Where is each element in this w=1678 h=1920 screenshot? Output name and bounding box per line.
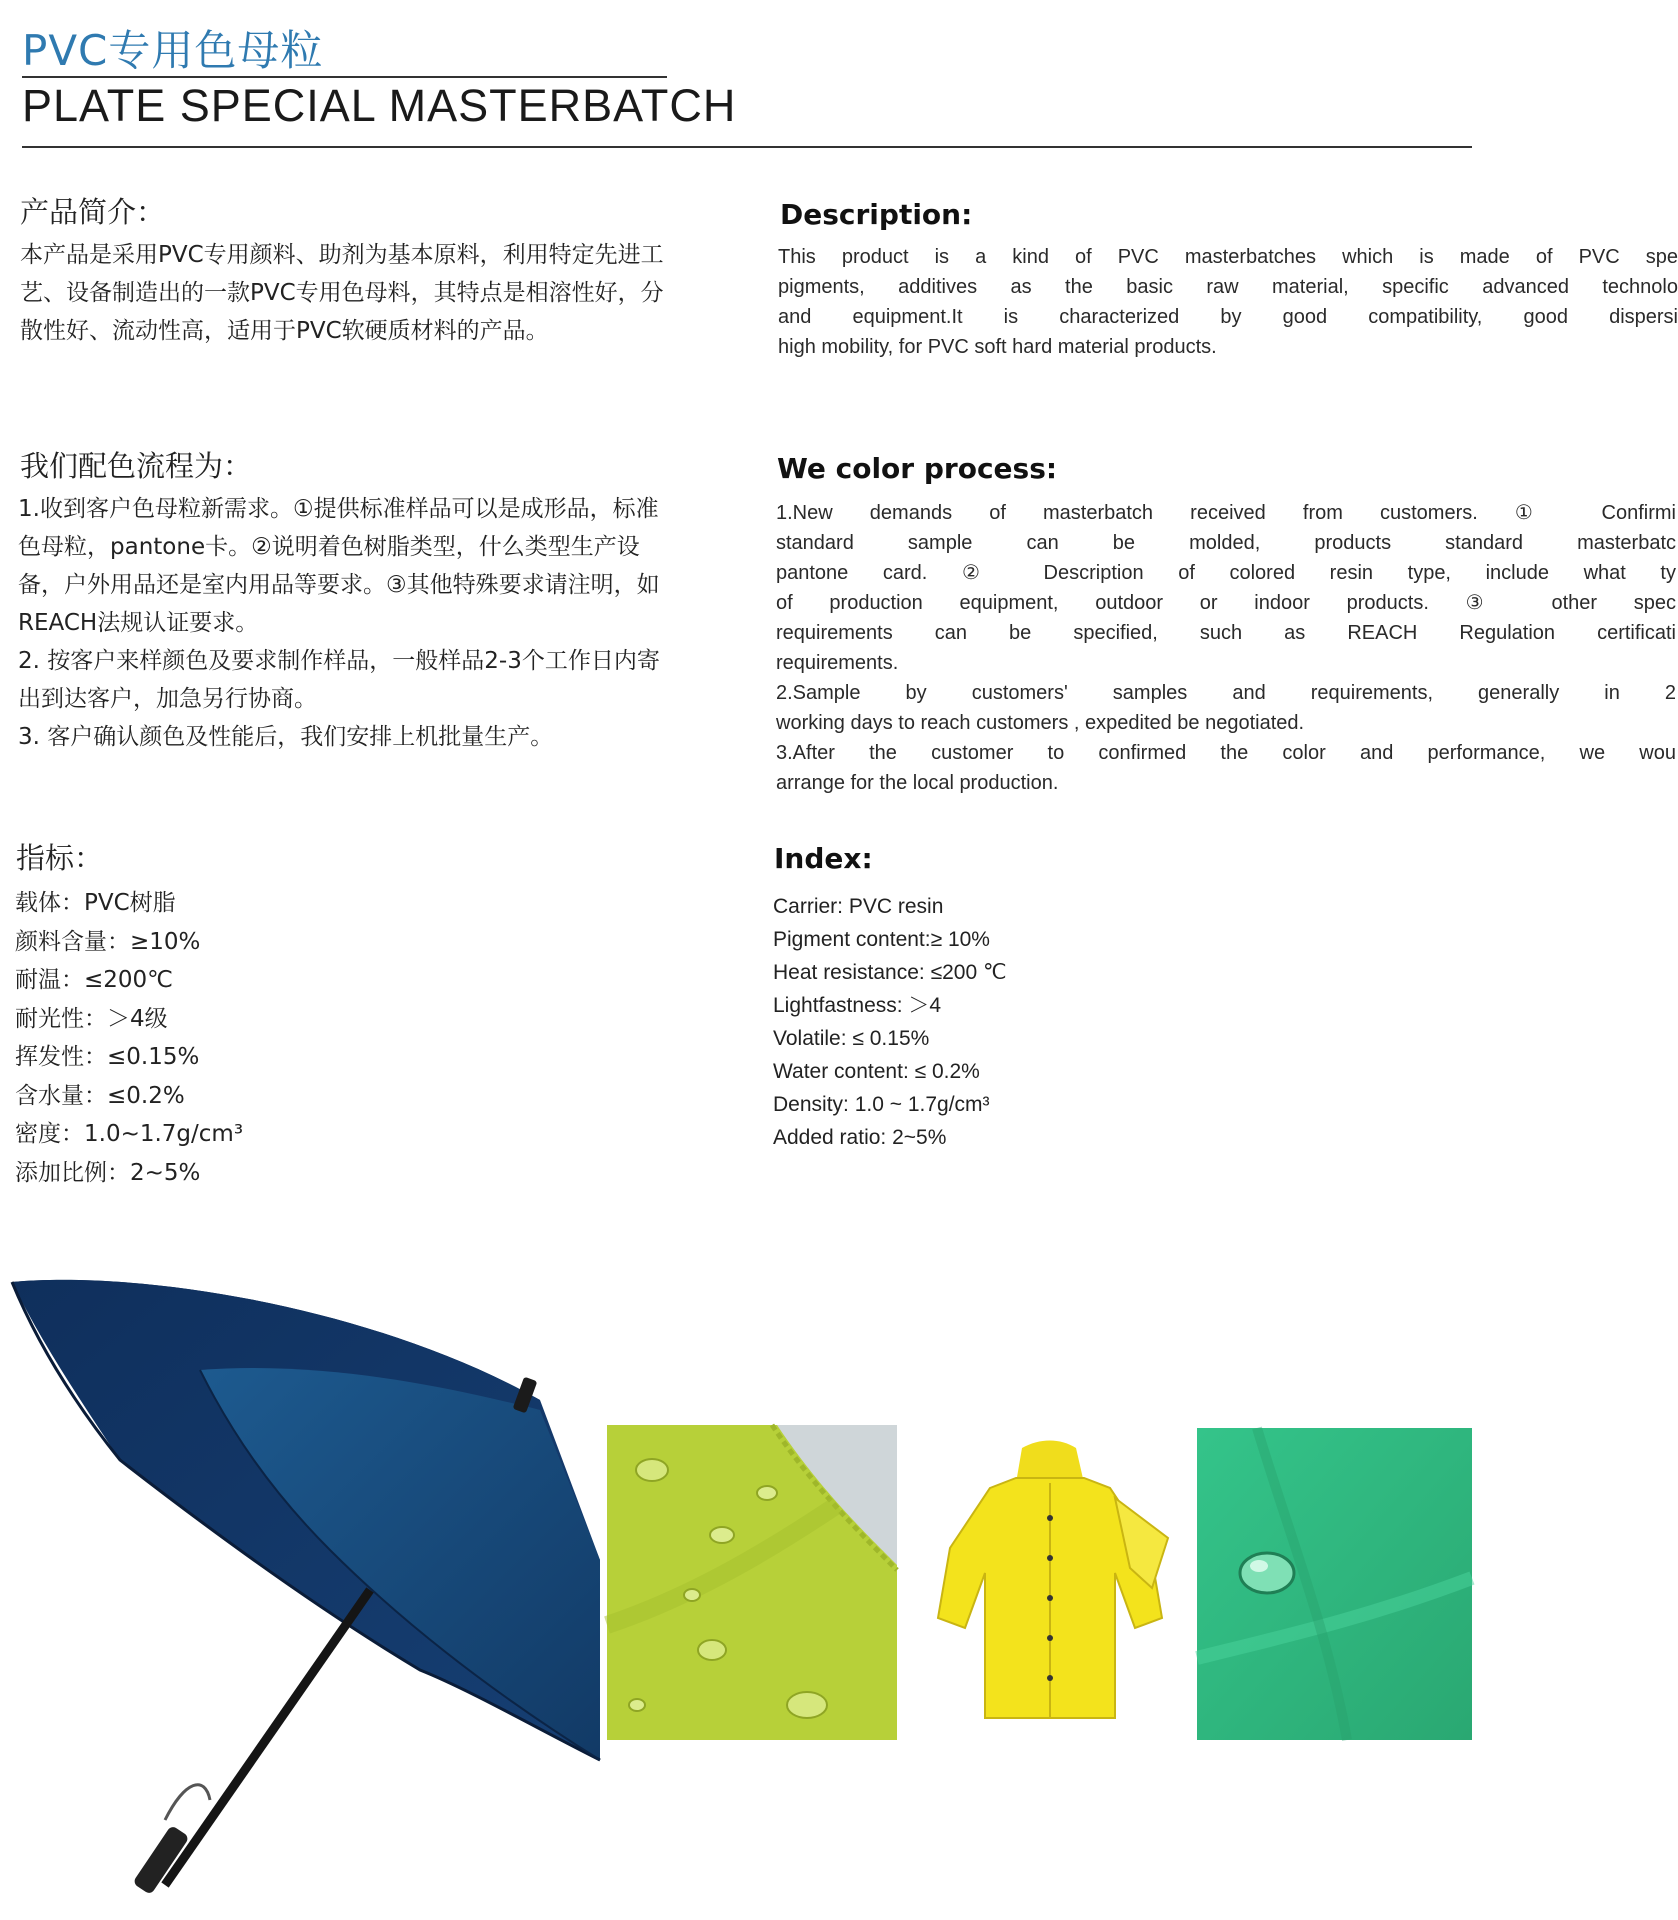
index-item-en: Water content: ≤ 0.2%	[773, 1060, 980, 1083]
intro-text-en	[778, 242, 1678, 362]
umbrella-image	[0, 1260, 605, 1900]
index-item-en: Pigment content:≥ 10%	[773, 928, 990, 951]
index-item-en: Heat resistance: ≤200 ℃	[773, 961, 1007, 984]
process-line-en: 2.Sample by customers' samples and requirements, generally in 2	[776, 682, 1676, 704]
process-line-en: working days to reach customers , expedited be negotiated.	[776, 712, 1305, 734]
index-heading-cn: 指标：	[16, 841, 104, 875]
index-item-cn: 含水量：≤0.2%	[15, 1082, 185, 1109]
green-fabric-image	[1197, 1428, 1472, 1740]
index-list-en	[773, 890, 1007, 1154]
page-title-cn: PVC专用色母粒	[22, 26, 324, 75]
process-line-en: 1.New demands of masterbatch received from customers. ① Confirmi	[776, 502, 1676, 524]
intro-heading-cn: 产品简介：	[20, 195, 166, 229]
intro-line-en: This product is a kind of PVC masterbatches which is made of PVC spe	[778, 246, 1678, 268]
process-line-cn: 出到达客户，加急另行协商。	[18, 686, 317, 712]
index-item-en: Lightfastness: ＞4	[773, 994, 942, 1017]
index-item-cn: 载体：PVC树脂	[15, 890, 176, 916]
intro-line-en: high mobility, for PVC soft hard material products.	[778, 336, 1217, 358]
index-item-cn: 密度：1.0~1.7g/cm³	[15, 1121, 244, 1147]
raincoat-image	[930, 1438, 1170, 1728]
index-item-en: Density: 1.0 ~ 1.7g/cm³	[773, 1093, 990, 1116]
process-line-cn: 2. 按客户来样颜色及要求制作样品，一般样品2-3个工作日内寄	[18, 648, 660, 674]
page-title-en: PLATE SPECIAL MASTERBATCH	[22, 80, 737, 131]
intro-line-cn: 艺、设备制造出的一款PVC专用色母料，其特点是相溶性好，分	[20, 280, 664, 306]
index-item-en: Added ratio: 2~5%	[773, 1126, 947, 1149]
intro-line-cn: 本产品是采用PVC专用颜料、助剂为基本原料，利用特定先进工	[20, 242, 664, 268]
process-line-cn: 1.收到客户色母粒新需求。①提供标准样品可以是成形品，标准	[18, 496, 659, 522]
intro-heading-en: Description:	[780, 198, 973, 231]
process-line-en: 3.After the customer to confirmed the color and performance, we wou	[776, 742, 1676, 764]
process-heading-cn: 我们配色流程为：	[20, 449, 253, 483]
process-line-en: of production equipment, outdoor or indoor products. ③ other spec	[776, 592, 1676, 614]
process-heading-en: We color process:	[777, 452, 1058, 485]
process-line-en: standard sample can be molded, products standard masterbatc	[776, 532, 1676, 554]
index-item-cn: 添加比例：2~5%	[15, 1159, 201, 1186]
intro-line-en: pigments, additives as the basic raw material, specific advanced technolo	[778, 276, 1678, 298]
process-line-cn: REACH法规认证要求。	[18, 610, 259, 636]
process-line-en: pantone card. ② Description of colored resin type, include what ty	[776, 562, 1676, 584]
process-line-cn: 备，户外用品还是室内用品等要求。③其他特殊要求请注明，如	[18, 572, 660, 598]
index-item-en: Volatile: ≤ 0.15%	[773, 1027, 930, 1050]
process-text-en	[776, 498, 1676, 798]
index-item-cn: 挥发性：≤0.15%	[15, 1044, 200, 1070]
index-item-en: Carrier: PVC resin	[773, 895, 944, 918]
process-line-en: requirements.	[776, 652, 899, 674]
process-line-cn: 3. 客户确认颜色及性能后，我们安排上机批量生产。	[18, 724, 554, 750]
intro-line-en: and equipment.It is characterized by good compatibility, good dispersi	[778, 306, 1678, 328]
lime-fabric-image	[607, 1425, 897, 1740]
index-item-cn: 颜料含量：≥10%	[15, 928, 201, 955]
process-line-en: requirements can be specified, such as REACH Regulation certificati	[776, 622, 1676, 644]
index-heading-en: Index:	[774, 842, 873, 875]
index-item-cn: 耐光性：＞4级	[15, 1005, 168, 1032]
intro-text-cn	[20, 236, 745, 350]
process-line-cn: 色母粒，pantone卡。②说明着色树脂类型，什么类型生产设	[18, 534, 640, 560]
index-list-cn	[15, 884, 243, 1192]
process-text-cn	[18, 490, 743, 756]
intro-line-cn: 散性好、流动性高，适用于PVC软硬质材料的产品。	[20, 318, 549, 344]
process-line-en: arrange for the local production.	[776, 772, 1059, 794]
index-item-cn: 耐温：≤200℃	[15, 967, 174, 993]
